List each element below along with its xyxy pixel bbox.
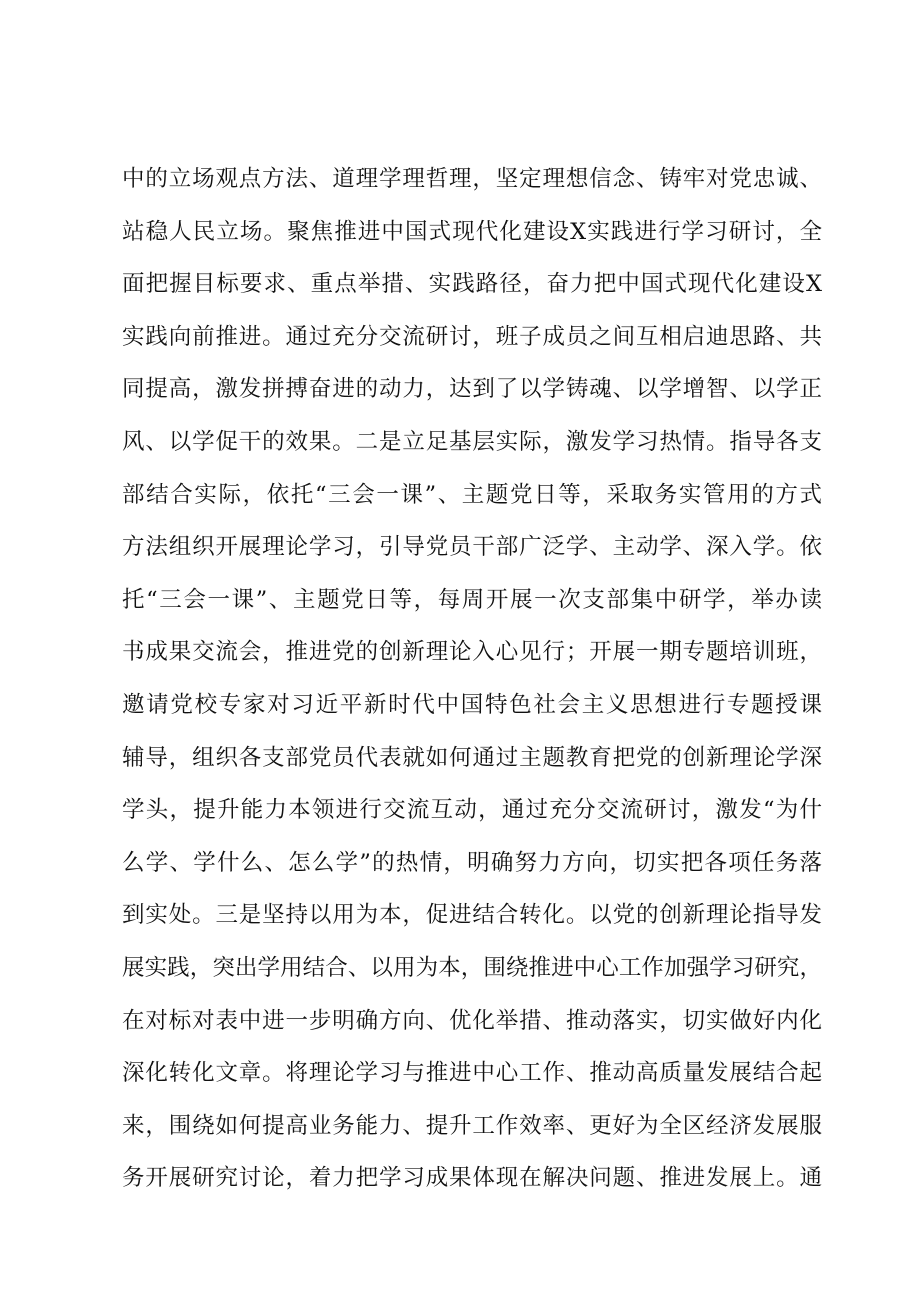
text-line: 方法组织开展理论学习，引导党员干部广泛学、主动学、深入学。依: [122, 534, 822, 561]
text-line: 风、以学促干的效果。二是立足基层实际，激发学习热情。指导各支: [122, 428, 822, 455]
text-line: 务开展研究讨论，着力把学习成果体现在解决问题、推进发展上。通: [122, 1165, 822, 1192]
text-line: 实践向前推进。通过充分交流研讨，班子成员之间互相启迪思路、共: [122, 323, 822, 350]
text-line: 中的立场观点方法、道理学理哲理，坚定理想信念、铸牢对党忠诚、: [122, 166, 822, 192]
text-line: 展实践，突出学用结合、以用为本，围绕推进中心工作加强学习研究，: [122, 954, 822, 981]
text-line: 站稳人民立场。聚焦推进中国式现代化建设X实践进行学习研讨，全: [122, 218, 822, 245]
text-line: 深化转化文章。将理论学习与推进中心工作、推动高质量发展结合起: [122, 1060, 822, 1087]
body-text: [122, 153, 822, 1205]
text-line: 书成果交流会，推进党的创新理论入心见行；开展一期专题培训班，: [122, 639, 822, 666]
text-line: 来，围绕如何提高业务能力、提升工作效率、更好为全区经济发展服: [122, 1112, 822, 1139]
text-line: 邀请党校专家对习近平新时代中国特色社会主义思想进行专题授课: [122, 691, 822, 718]
text-line: 辅导，组织各支部党员代表就如何通过主题教育把党的创新理论学深: [122, 744, 822, 771]
text-line: 在对标对表中进一步明确方向、优化举措、推动落实，切实做好内化: [122, 1007, 822, 1034]
text-line: 么学、学什么、怎么学”的热情，明确努力方向，切实把各项任务落: [122, 849, 822, 876]
text-line: 部结合实际，依托“三会一课”、主题党日等，采取务实管用的方式: [122, 481, 822, 508]
text-line: 面把握目标要求、重点举措、实践路径，奋力把中国式现代化建设X: [122, 271, 822, 298]
text-line: 到实处。三是坚持以用为本，促进结合转化。以党的创新理论指导发: [122, 902, 822, 929]
text-line: 托“三会一课”、主题党日等，每周开展一次支部集中研学，举办读: [122, 586, 822, 613]
text-line: 学头，提升能力本领进行交流互动，通过充分交流研讨，激发“为什: [122, 797, 822, 824]
text-line: 同提高，激发拼搏奋进的动力，达到了以学铸魂、以学增智、以学正: [122, 376, 822, 403]
